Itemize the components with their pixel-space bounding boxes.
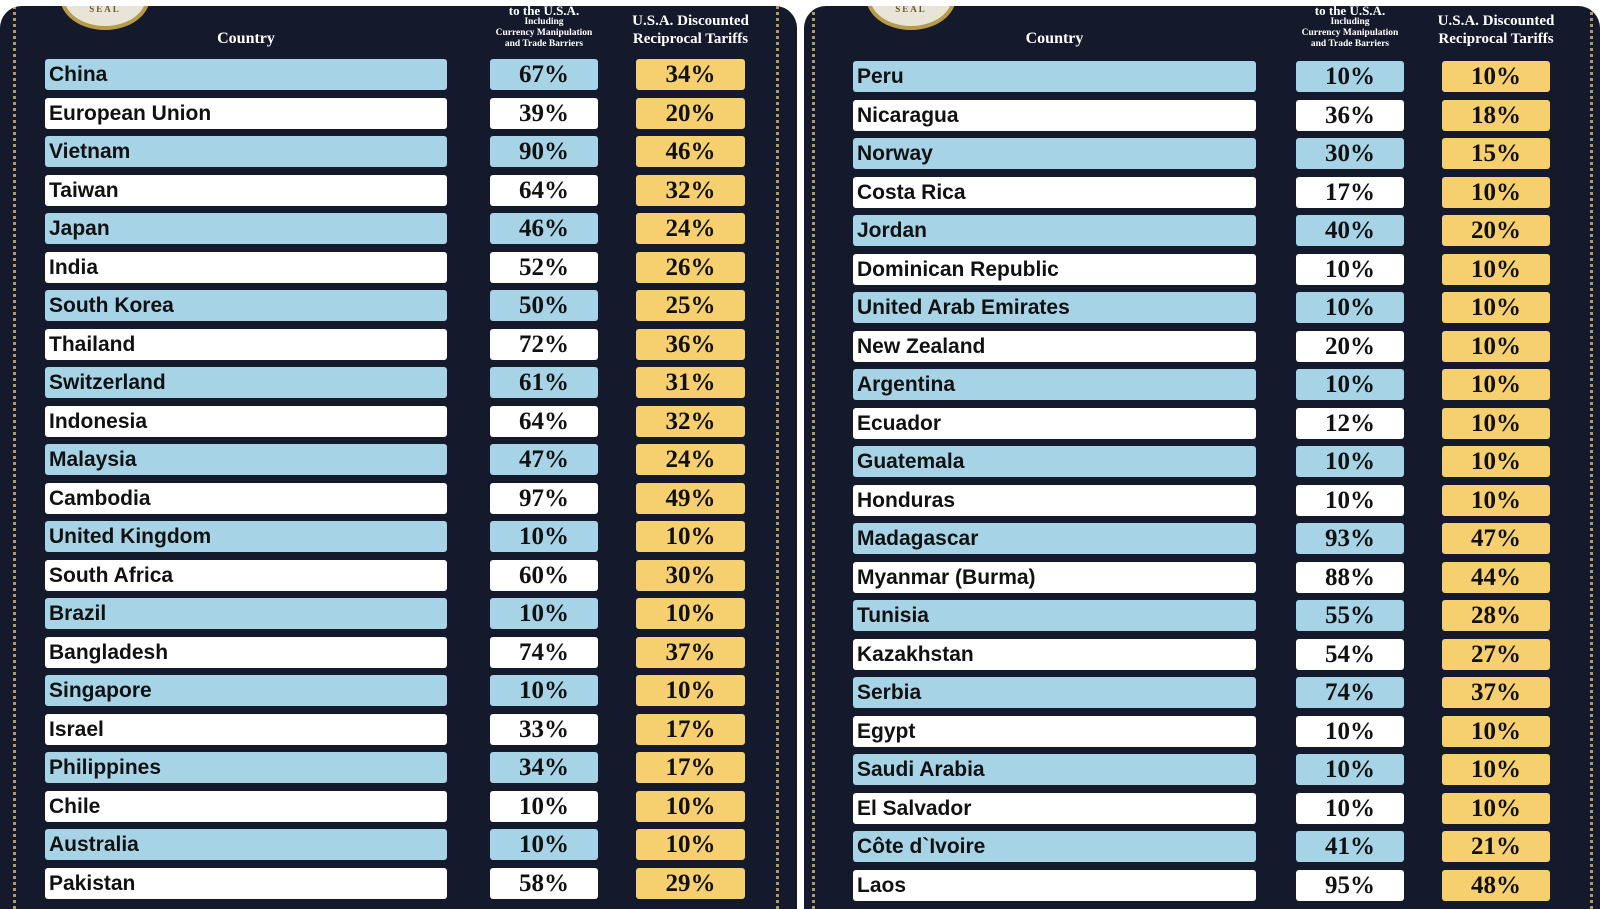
table-row bbox=[804, 793, 1600, 826]
reciprocal-tariff-cell: 10% bbox=[1442, 331, 1550, 362]
tariff-charged-cell: 46% bbox=[490, 213, 598, 244]
table-row bbox=[0, 714, 797, 747]
country-cell: Switzerland bbox=[45, 367, 447, 398]
table-row bbox=[0, 560, 797, 593]
tariff-charged-cell: 90% bbox=[490, 136, 598, 167]
country-cell: Saudi Arabia bbox=[853, 754, 1256, 785]
tariff-charged-cell: 93% bbox=[1296, 523, 1404, 554]
table-row bbox=[804, 831, 1600, 864]
reciprocal-tariff-cell: 37% bbox=[636, 637, 745, 668]
tariff-table-left bbox=[0, 6, 797, 909]
table-row bbox=[0, 367, 797, 400]
reciprocal-tariff-cell: 10% bbox=[1442, 254, 1550, 285]
reciprocal-tariff-cell: 24% bbox=[636, 444, 745, 475]
country-cell: Singapore bbox=[45, 675, 447, 706]
table-row bbox=[0, 521, 797, 554]
country-cell: Philippines bbox=[45, 752, 447, 783]
country-cell: Tunisia bbox=[853, 600, 1256, 631]
table-row bbox=[804, 331, 1600, 364]
header-sub-line: Including bbox=[1330, 17, 1370, 27]
reciprocal-tariff-cell: 30% bbox=[636, 560, 745, 591]
country-cell: Dominican Republic bbox=[853, 254, 1256, 285]
country-cell: Brazil bbox=[45, 598, 447, 629]
country-cell: Chile bbox=[45, 791, 447, 822]
country-cell: Peru bbox=[853, 61, 1256, 92]
reciprocal-tariff-cell: 15% bbox=[1442, 138, 1550, 169]
table-row bbox=[804, 870, 1600, 903]
reciprocal-tariff-cell: 10% bbox=[1442, 292, 1550, 323]
table-row bbox=[804, 215, 1600, 248]
reciprocal-tariff-cell: 26% bbox=[636, 252, 745, 283]
header-country: Country bbox=[217, 30, 275, 47]
reciprocal-tariff-cell: 10% bbox=[1442, 177, 1550, 208]
tariff-charged-cell: 10% bbox=[490, 791, 598, 822]
country-cell: Laos bbox=[853, 870, 1256, 901]
country-cell: Costa Rica bbox=[853, 177, 1256, 208]
reciprocal-tariff-cell: 10% bbox=[1442, 408, 1550, 439]
table-row bbox=[804, 600, 1600, 633]
tariff-charged-cell: 95% bbox=[1296, 870, 1404, 901]
country-cell: Australia bbox=[45, 829, 447, 860]
reciprocal-tariff-cell: 17% bbox=[636, 752, 745, 783]
header-sub-line: to the U.S.A. bbox=[1314, 6, 1386, 18]
country-cell: Bangladesh bbox=[45, 637, 447, 668]
table-row bbox=[0, 637, 797, 670]
tariff-charged-cell: 60% bbox=[490, 560, 598, 591]
tariff-charged-cell: 10% bbox=[490, 521, 598, 552]
reciprocal-tariff-cell: 10% bbox=[636, 791, 745, 822]
country-cell: Egypt bbox=[853, 716, 1256, 747]
tariff-charged-cell: 10% bbox=[1296, 61, 1404, 92]
header-country: Country bbox=[1025, 30, 1084, 47]
country-cell: United Arab Emirates bbox=[853, 292, 1256, 323]
country-cell: Ecuador bbox=[853, 408, 1256, 439]
reciprocal-tariff-cell: 10% bbox=[1442, 754, 1550, 785]
country-cell: Israel bbox=[45, 714, 447, 745]
table-row bbox=[804, 485, 1600, 518]
reciprocal-tariff-cell: 44% bbox=[1442, 562, 1550, 593]
tariff-charged-cell: 34% bbox=[490, 752, 598, 783]
country-cell: United Kingdom bbox=[45, 521, 447, 552]
header-usa-line: Reciprocal Tariffs bbox=[632, 31, 749, 47]
table-row bbox=[0, 675, 797, 708]
country-cell: Indonesia bbox=[45, 406, 447, 437]
tariff-charged-cell: 10% bbox=[1296, 793, 1404, 824]
table-row bbox=[0, 59, 797, 92]
tariff-charged-cell: 10% bbox=[1296, 754, 1404, 785]
country-cell: Nicaragua bbox=[853, 100, 1256, 131]
tariff-charged-cell: 10% bbox=[490, 829, 598, 860]
table-row bbox=[804, 408, 1600, 441]
table-row bbox=[804, 562, 1600, 595]
country-cell: Kazakhstan bbox=[853, 639, 1256, 670]
table-row bbox=[804, 292, 1600, 325]
reciprocal-tariff-cell: 21% bbox=[1442, 831, 1550, 862]
tariff-charged-cell: 10% bbox=[1296, 485, 1404, 516]
country-cell: South Africa bbox=[45, 560, 447, 591]
tariff-charged-cell: 10% bbox=[1296, 254, 1404, 285]
tariff-charged-cell: 36% bbox=[1296, 100, 1404, 131]
reciprocal-tariff-cell: 29% bbox=[636, 868, 745, 899]
country-cell: Myanmar (Burma) bbox=[853, 562, 1256, 593]
reciprocal-tariff-cell: 37% bbox=[1442, 677, 1550, 708]
reciprocal-tariff-cell: 10% bbox=[1442, 369, 1550, 400]
table-row bbox=[804, 639, 1600, 672]
country-cell: South Korea bbox=[45, 290, 447, 321]
reciprocal-tariff-cell: 25% bbox=[636, 290, 745, 321]
reciprocal-tariff-cell: 10% bbox=[1442, 485, 1550, 516]
tariff-charged-cell: 52% bbox=[490, 252, 598, 283]
tariff-charged-cell: 30% bbox=[1296, 138, 1404, 169]
reciprocal-tariff-cell: 18% bbox=[1442, 100, 1550, 131]
reciprocal-tariff-cell: 17% bbox=[636, 714, 745, 745]
header-usa-reciprocal bbox=[611, 12, 771, 48]
presidential-seal-icon bbox=[866, 6, 956, 30]
table-row bbox=[804, 138, 1600, 171]
tariff-charged-cell: 40% bbox=[1296, 215, 1404, 246]
country-cell: Guatemala bbox=[853, 446, 1256, 477]
table-row bbox=[804, 61, 1600, 94]
reciprocal-tariff-cell: 20% bbox=[1442, 215, 1550, 246]
reciprocal-tariff-cell: 49% bbox=[636, 483, 745, 514]
table-row bbox=[0, 791, 797, 824]
country-cell: Pakistan bbox=[45, 868, 447, 899]
reciprocal-tariff-cell: 47% bbox=[1442, 523, 1550, 554]
header-sub-line: Including bbox=[524, 17, 564, 27]
table-row bbox=[0, 752, 797, 785]
reciprocal-tariff-cell: 10% bbox=[636, 675, 745, 706]
tariff-charged-cell: 10% bbox=[1296, 716, 1404, 747]
tariff-charged-cell: 54% bbox=[1296, 639, 1404, 670]
table-row bbox=[804, 100, 1600, 133]
table-row bbox=[804, 754, 1600, 787]
reciprocal-tariff-cell: 10% bbox=[1442, 793, 1550, 824]
tariff-charged-cell: 10% bbox=[1296, 446, 1404, 477]
table-row bbox=[0, 406, 797, 439]
presidential-seal-icon bbox=[60, 6, 150, 30]
country-cell: China bbox=[45, 59, 447, 90]
country-cell: El Salvador bbox=[853, 793, 1256, 824]
table-row bbox=[0, 483, 797, 516]
header-sub-line: Currency Manipulation bbox=[1301, 28, 1399, 38]
reciprocal-tariff-cell: 48% bbox=[1442, 870, 1550, 901]
tariff-charged-cell: 12% bbox=[1296, 408, 1404, 439]
country-cell: Cambodia bbox=[45, 483, 447, 514]
tariff-charged-cell: 10% bbox=[490, 598, 598, 629]
header-sub-line: and Trade Barriers bbox=[504, 39, 584, 49]
header-tariffs-charged bbox=[480, 6, 608, 50]
reciprocal-tariff-cell: 32% bbox=[636, 175, 745, 206]
tariff-charged-cell: 41% bbox=[1296, 831, 1404, 862]
reciprocal-tariff-cell: 10% bbox=[1442, 61, 1550, 92]
header-usa-line: U.S.A. Discounted bbox=[1437, 13, 1555, 29]
tariff-charged-cell: 61% bbox=[490, 367, 598, 398]
tariff-charged-cell: 64% bbox=[490, 406, 598, 437]
country-cell: Jordan bbox=[853, 215, 1256, 246]
tariff-table-right bbox=[804, 6, 1600, 909]
reciprocal-tariff-cell: 10% bbox=[1442, 446, 1550, 477]
reciprocal-tariff-cell: 20% bbox=[636, 98, 745, 129]
tariff-charged-cell: 10% bbox=[490, 675, 598, 706]
country-cell: Thailand bbox=[45, 329, 447, 360]
country-cell: Vietnam bbox=[45, 136, 447, 167]
reciprocal-tariff-cell: 46% bbox=[636, 136, 745, 167]
header-usa-line: Reciprocal Tariffs bbox=[1438, 31, 1554, 47]
table-row bbox=[804, 716, 1600, 749]
country-cell: Côte d`Ivoire bbox=[853, 831, 1256, 862]
tariff-charged-cell: 17% bbox=[1296, 177, 1404, 208]
table-row bbox=[804, 177, 1600, 210]
country-cell: India bbox=[45, 252, 447, 283]
country-cell: Madagascar bbox=[853, 523, 1256, 554]
table-row bbox=[0, 175, 797, 208]
country-cell: Argentina bbox=[853, 369, 1256, 400]
reciprocal-tariff-cell: 34% bbox=[636, 59, 745, 90]
country-cell: Serbia bbox=[853, 677, 1256, 708]
header-usa-reciprocal bbox=[1416, 12, 1576, 48]
reciprocal-tariff-cell: 27% bbox=[1442, 639, 1550, 670]
country-cell: Taiwan bbox=[45, 175, 447, 206]
tariff-charged-cell: 55% bbox=[1296, 600, 1404, 631]
tariff-charged-cell: 74% bbox=[1296, 677, 1404, 708]
tariff-charged-cell: 97% bbox=[490, 483, 598, 514]
country-cell: New Zealand bbox=[853, 331, 1256, 362]
reciprocal-tariff-cell: 10% bbox=[636, 521, 745, 552]
tariff-charged-cell: 20% bbox=[1296, 331, 1404, 362]
reciprocal-tariff-cell: 24% bbox=[636, 213, 745, 244]
tariff-charged-cell: 67% bbox=[490, 59, 598, 90]
table-row bbox=[0, 868, 797, 901]
tariff-charged-cell: 39% bbox=[490, 98, 598, 129]
tariff-charged-cell: 33% bbox=[490, 714, 598, 745]
reciprocal-tariff-cell: 10% bbox=[1442, 716, 1550, 747]
reciprocal-tariff-cell: 10% bbox=[636, 829, 745, 860]
tariff-charged-cell: 47% bbox=[490, 444, 598, 475]
tariff-charged-cell: 10% bbox=[1296, 369, 1404, 400]
tariff-charged-cell: 74% bbox=[490, 637, 598, 668]
country-cell: Malaysia bbox=[45, 444, 447, 475]
table-row bbox=[804, 446, 1600, 479]
header-tariffs-charged bbox=[1286, 6, 1414, 50]
tariff-charged-cell: 88% bbox=[1296, 562, 1404, 593]
table-row bbox=[0, 290, 797, 323]
country-cell: Japan bbox=[45, 213, 447, 244]
table-row bbox=[0, 213, 797, 246]
tariff-charged-cell: 72% bbox=[490, 329, 598, 360]
reciprocal-tariff-cell: 10% bbox=[636, 598, 745, 629]
country-cell: Norway bbox=[853, 138, 1256, 169]
header-sub-line: and Trade Barriers bbox=[1310, 39, 1390, 49]
seal-text: SEAL bbox=[89, 6, 121, 14]
table-row bbox=[0, 829, 797, 862]
table-row bbox=[0, 252, 797, 285]
country-cell: Honduras bbox=[853, 485, 1256, 516]
header-usa-line: U.S.A. Discounted bbox=[632, 13, 749, 29]
reciprocal-tariff-cell: 36% bbox=[636, 329, 745, 360]
table-row bbox=[0, 444, 797, 477]
country-cell: European Union bbox=[45, 98, 447, 129]
reciprocal-tariff-cell: 31% bbox=[636, 367, 745, 398]
table-row bbox=[0, 598, 797, 631]
table-row bbox=[804, 677, 1600, 710]
table-row bbox=[0, 329, 797, 362]
header-sub-line: to the U.S.A. bbox=[508, 6, 580, 18]
tariff-charged-cell: 64% bbox=[490, 175, 598, 206]
table-row bbox=[804, 254, 1600, 287]
tariff-charged-cell: 58% bbox=[490, 868, 598, 899]
table-row bbox=[804, 369, 1600, 402]
reciprocal-tariff-cell: 32% bbox=[636, 406, 745, 437]
header-sub-line: Currency Manipulation bbox=[495, 28, 593, 38]
table-row bbox=[0, 136, 797, 169]
seal-text: SEAL bbox=[895, 6, 927, 14]
table-row bbox=[804, 523, 1600, 556]
tariff-charged-cell: 50% bbox=[490, 290, 598, 321]
reciprocal-tariff-cell: 28% bbox=[1442, 600, 1550, 631]
table-row bbox=[0, 98, 797, 131]
tariff-charged-cell: 10% bbox=[1296, 292, 1404, 323]
